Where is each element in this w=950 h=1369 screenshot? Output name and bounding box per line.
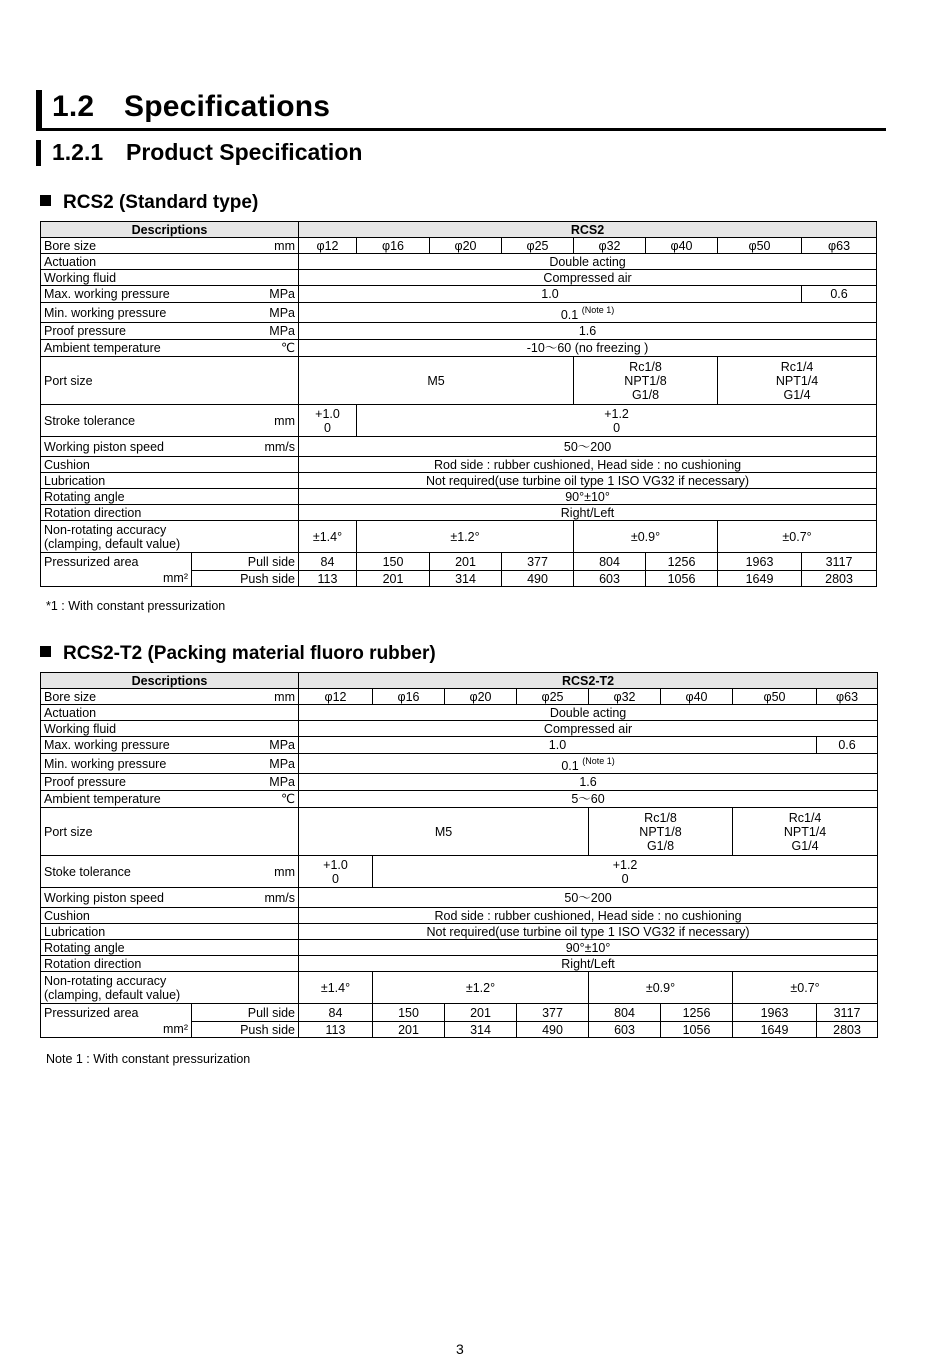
rotation-direction-label (41, 956, 299, 972)
working-fluid-row (41, 270, 877, 286)
accuracy-value: ±0.7° (733, 972, 878, 1004)
header-row (41, 222, 877, 238)
pull-side-value: 84 (299, 1004, 373, 1022)
rotating-angle-row (41, 489, 877, 505)
row-label: Working fluid (44, 721, 117, 736)
push-side-value: 1056 (646, 571, 718, 587)
non-rotating-accuracy-row (41, 972, 878, 1004)
proof-pressure-label (41, 323, 299, 340)
bore-size-value: φ63 (802, 238, 877, 254)
cushion-label (41, 457, 299, 473)
max-pressure-value: 1.0 (299, 737, 817, 754)
row-label: Proof pressure (44, 324, 126, 338)
port-g: G1/8 (631, 387, 660, 402)
accuracy-value: ±1.4° (299, 521, 357, 553)
heading-specifications (36, 88, 886, 131)
pull-side-label: Pull side (192, 553, 299, 571)
row-label-sub: (clamping, default value) (44, 536, 181, 551)
accuracy-value: ±0.7° (718, 521, 877, 553)
row-label: Ambient temperature (44, 341, 161, 355)
pull-side-value: 1963 (733, 1004, 817, 1022)
pull-side-label: Pull side (192, 1004, 299, 1022)
note-reference: (Note 1) (581, 305, 615, 315)
ambient-temperature-label (41, 791, 299, 808)
accuracy-value: ±0.9° (589, 972, 733, 1004)
rotating-angle-label (41, 940, 299, 956)
push-side-value: 490 (517, 1022, 589, 1038)
pull-side-value: 1963 (718, 553, 802, 571)
row-label: Rotation direction (44, 505, 142, 520)
push-side-value: 2803 (817, 1022, 878, 1038)
area-unit-label (41, 1022, 192, 1038)
cushion-value: Rod side : rubber cushioned, Head side : no cushioning (299, 457, 877, 473)
tolerance-lower: 0 (324, 420, 331, 435)
row-label: Cushion (44, 457, 90, 472)
port-size-m5: M5 (299, 357, 574, 405)
section-title: RCS2 (Standard type) (40, 192, 258, 214)
header-row (41, 673, 878, 689)
row-label-sub: (clamping, default value) (44, 987, 181, 1002)
min-pressure-value (299, 754, 878, 774)
proof-pressure-row (41, 774, 878, 791)
push-side-value: 314 (430, 571, 502, 587)
port-rc: Rc1/4 (788, 810, 822, 825)
push-side-value: 2803 (802, 571, 877, 587)
row-label: Stroke tolerance (44, 413, 136, 428)
pull-side-value: 3117 (817, 1004, 878, 1022)
port-size-1-4 (733, 808, 878, 856)
area-unit-label (41, 571, 192, 587)
tolerance-upper: +1.0 (315, 406, 340, 421)
lubrication-row (41, 473, 877, 489)
port-size-label (41, 357, 299, 405)
subheading-number: 1.2.1 (52, 139, 104, 165)
stroke-tolerance-small (299, 405, 357, 437)
lubrication-label (41, 473, 299, 489)
stroke-tolerance-label (41, 856, 299, 888)
unit-label: mm/s (264, 439, 295, 454)
actuation-value: Double acting (299, 705, 878, 721)
unit-label: ℃ (280, 792, 295, 806)
square-bullet-icon (40, 646, 51, 657)
push-side-label: Push side (192, 571, 299, 587)
accuracy-value: ±0.9° (574, 521, 718, 553)
max-pressure-label (41, 737, 299, 754)
tolerance-upper: +1.0 (323, 857, 348, 872)
spec-table-rcs2 (40, 221, 877, 587)
unit-label: mm (274, 413, 295, 428)
bore-size-value: φ12 (299, 238, 357, 254)
port-size-1-8 (589, 808, 733, 856)
area-unit: mm² (163, 1022, 188, 1037)
proof-pressure-value: 1.6 (299, 774, 878, 791)
pull-side-value: 377 (517, 1004, 589, 1022)
lubrication-label (41, 924, 299, 940)
pull-side-value: 150 (373, 1004, 445, 1022)
port-rc: Rc1/8 (629, 359, 662, 374)
bore-size-value: φ16 (357, 238, 430, 254)
unit-label: MPa (269, 756, 295, 771)
port-rc: Rc1/4 (780, 359, 814, 374)
row-label: Ambient temperature (44, 792, 161, 806)
bore-size-value: φ20 (430, 238, 502, 254)
push-side-value: 490 (502, 571, 574, 587)
pull-side-value: 804 (589, 1004, 661, 1022)
pull-side-value: 150 (357, 553, 430, 571)
header-model: RCS2 (299, 222, 877, 238)
port-npt: NPT1/4 (775, 373, 819, 388)
stroke-tolerance-large (373, 856, 878, 888)
cushion-value: Rod side : rubber cushioned, Head side : no cushioning (299, 908, 878, 924)
tolerance-lower: 0 (332, 871, 339, 886)
square-bullet-icon (40, 195, 51, 206)
unit-label: MPa (269, 305, 295, 320)
min-pressure-row (41, 303, 877, 323)
row-label: Working piston speed (44, 890, 164, 905)
bore-size-value: φ32 (589, 689, 661, 705)
ambient-temperature-value: -10～60 (no freezing ) (299, 340, 877, 357)
stroke-tolerance-label (41, 405, 299, 437)
proof-pressure-value: 1.6 (299, 323, 877, 340)
subheading-title: Product Specification (126, 139, 363, 165)
bore-size-value: φ16 (373, 689, 445, 705)
pressurized-area-label: Pressurized area (41, 553, 192, 571)
subheading-bar (36, 140, 41, 166)
bore-size-value: φ20 (445, 689, 517, 705)
port-size-row (41, 808, 878, 856)
working-fluid-value: Compressed air (299, 721, 878, 737)
port-g: G1/4 (791, 838, 819, 853)
min-pressure-label (41, 303, 299, 323)
unit-label: MPa (269, 287, 295, 301)
max-pressure-row (41, 737, 878, 754)
port-g: G1/4 (783, 387, 811, 402)
push-side-value: 1056 (661, 1022, 733, 1038)
piston-speed-row (41, 437, 877, 457)
max-pressure-value-63: 0.6 (802, 286, 877, 303)
row-label: Actuation (44, 705, 97, 720)
piston-speed-label (41, 437, 299, 457)
row-label: Min. working pressure (44, 305, 167, 320)
pull-side-value: 201 (430, 553, 502, 571)
non-rotating-accuracy-label (41, 972, 299, 1004)
row-label: Non-rotating accuracy (44, 973, 167, 988)
port-rc: Rc1/8 (644, 810, 677, 825)
push-side-label: Push side (192, 1022, 299, 1038)
rotation-direction-value: Right/Left (299, 956, 878, 972)
bore-size-label (41, 238, 299, 254)
cushion-row (41, 457, 877, 473)
bore-size-label (41, 689, 299, 705)
area-unit: mm² (163, 571, 188, 586)
rotation-direction-label (41, 505, 299, 521)
bore-size-row (41, 689, 878, 705)
cushion-row (41, 908, 878, 924)
rotation-direction-row (41, 505, 877, 521)
header-descriptions: Descriptions (41, 222, 299, 238)
row-label: Min. working pressure (44, 756, 167, 771)
port-npt: NPT1/4 (783, 824, 827, 839)
pull-side-value: 804 (574, 553, 646, 571)
push-side-value: 1649 (718, 571, 802, 587)
row-label: Rotation direction (44, 956, 142, 971)
port-size-label (41, 808, 299, 856)
actuation-row (41, 705, 878, 721)
rotating-angle-value: 90°±10° (299, 940, 878, 956)
bore-size-value: φ63 (817, 689, 878, 705)
bore-size-value: φ40 (661, 689, 733, 705)
port-size-row (41, 357, 877, 405)
accuracy-value: ±1.4° (299, 972, 373, 1004)
lubrication-value: Not required(use turbine oil type 1 ISO VG32 if necessary) (299, 924, 878, 940)
note-reference: (Note 1) (582, 756, 615, 766)
stroke-tolerance-row (41, 856, 878, 888)
ambient-temperature-row (41, 791, 878, 808)
push-side-value: 603 (574, 571, 646, 587)
heading-bar (36, 90, 42, 128)
header-model: RCS2-T2 (299, 673, 878, 689)
tolerance-lower: 0 (621, 871, 629, 886)
row-label: Max. working pressure (44, 287, 170, 301)
tolerance-lower: 0 (613, 420, 621, 435)
ambient-temperature-label (41, 340, 299, 357)
push-side-value: 113 (299, 571, 357, 587)
piston-speed-value: 50～200 (299, 437, 877, 457)
unit-label: ℃ (280, 341, 295, 355)
unit-label: mm (274, 238, 295, 253)
unit-label: mm (274, 864, 295, 879)
piston-speed-label (41, 888, 299, 908)
stroke-tolerance-row (41, 405, 877, 437)
actuation-label (41, 705, 299, 721)
max-pressure-label (41, 286, 299, 303)
spec-table-rcs2-t2 (40, 672, 878, 1038)
bore-size-value: φ12 (299, 689, 373, 705)
port-npt: NPT1/8 (624, 373, 667, 388)
accuracy-value: ±1.2° (373, 972, 589, 1004)
actuation-label (41, 254, 299, 270)
working-fluid-label (41, 270, 299, 286)
bore-size-value: φ25 (502, 238, 574, 254)
push-side-row (41, 571, 877, 587)
rotation-direction-value: Right/Left (299, 505, 877, 521)
push-side-value: 201 (357, 571, 430, 587)
unit-label: MPa (269, 324, 295, 338)
unit-label: MPa (269, 775, 295, 789)
section-title: RCS2-T2 (Packing material fluoro rubber) (40, 643, 436, 665)
push-side-value: 314 (445, 1022, 517, 1038)
row-label: Bore size (44, 238, 97, 253)
bore-size-value: φ50 (718, 238, 802, 254)
proof-pressure-label (41, 774, 299, 791)
push-side-value: 603 (589, 1022, 661, 1038)
pull-side-row (41, 1004, 878, 1022)
row-label: Non-rotating accuracy (44, 522, 167, 537)
row-label: Actuation (44, 254, 97, 269)
rotating-angle-row (41, 940, 878, 956)
non-rotating-accuracy-row (41, 521, 877, 553)
min-pressure-number: 0.1 (560, 308, 579, 322)
row-label: Stoke tolerance (44, 864, 131, 879)
max-pressure-row (41, 286, 877, 303)
port-size-1-8 (574, 357, 718, 405)
row-label: Lubrication (44, 473, 106, 488)
unit-label: mm (274, 689, 295, 704)
port-size-1-4 (718, 357, 877, 405)
stroke-tolerance-small (299, 856, 373, 888)
row-label: Working fluid (44, 270, 117, 285)
lubrication-row (41, 924, 878, 940)
row-label: Proof pressure (44, 775, 126, 789)
port-size-m5: M5 (299, 808, 589, 856)
row-label: Rotating angle (44, 940, 125, 955)
pressurized-area-label: Pressurized area (41, 1004, 192, 1022)
heading-title: Specifications (124, 90, 331, 123)
header-descriptions: Descriptions (41, 673, 299, 689)
bore-size-row (41, 238, 877, 254)
ambient-temperature-row (41, 340, 877, 357)
min-pressure-row (41, 754, 878, 774)
actuation-value: Double acting (299, 254, 877, 270)
row-label: Bore size (44, 689, 97, 704)
working-fluid-value: Compressed air (299, 270, 877, 286)
actuation-row (41, 254, 877, 270)
unit-label: mm/s (264, 890, 295, 905)
max-pressure-value: 1.0 (299, 286, 802, 303)
rotating-angle-value: 90°±10° (299, 489, 877, 505)
pull-side-value: 377 (502, 553, 574, 571)
lubrication-value: Not required(use turbine oil type 1 ISO VG32 if necessary) (299, 473, 877, 489)
stroke-tolerance-large (357, 405, 877, 437)
ambient-temperature-value: 5～60 (299, 791, 878, 808)
piston-speed-value: 50～200 (299, 888, 878, 908)
tolerance-upper: +1.2 (604, 406, 629, 421)
accuracy-value: ±1.2° (357, 521, 574, 553)
row-label: Lubrication (44, 924, 106, 939)
row-label: Max. working pressure (44, 738, 170, 752)
max-pressure-value-63: 0.6 (817, 737, 878, 754)
port-npt: NPT1/8 (639, 824, 682, 839)
non-rotating-accuracy-label (41, 521, 299, 553)
pull-side-value: 3117 (802, 553, 877, 571)
row-label: Rotating angle (44, 489, 125, 504)
pull-side-value: 201 (445, 1004, 517, 1022)
row-label: Working piston speed (44, 439, 164, 454)
bore-size-value: φ25 (517, 689, 589, 705)
heading-number: 1.2 (52, 90, 95, 123)
row-label: Port size (44, 824, 93, 839)
push-side-value: 1649 (733, 1022, 817, 1038)
unit-label: MPa (269, 738, 295, 752)
rotating-angle-label (41, 489, 299, 505)
pull-side-value: 1256 (646, 553, 718, 571)
row-label: Cushion (44, 908, 90, 923)
min-pressure-value (299, 303, 877, 323)
footnote: Note 1 : With constant pressurization (46, 1052, 251, 1066)
bore-size-value: φ32 (574, 238, 646, 254)
tolerance-upper: +1.2 (612, 857, 638, 872)
bore-size-value: φ50 (733, 689, 817, 705)
pull-side-value: 84 (299, 553, 357, 571)
cushion-label (41, 908, 299, 924)
push-side-value: 113 (299, 1022, 373, 1038)
footnote: *1 : With constant pressurization (46, 599, 226, 613)
rotation-direction-row (41, 956, 878, 972)
proof-pressure-row (41, 323, 877, 340)
port-g: G1/8 (646, 838, 675, 853)
pull-side-row (41, 553, 877, 571)
min-pressure-label (41, 754, 299, 774)
push-side-row (41, 1022, 878, 1038)
page-number: 3 (456, 1341, 464, 1357)
pull-side-value: 1256 (661, 1004, 733, 1022)
min-pressure-number: 0.1 (561, 759, 579, 773)
push-side-value: 201 (373, 1022, 445, 1038)
bore-size-value: φ40 (646, 238, 718, 254)
working-fluid-label (41, 721, 299, 737)
piston-speed-row (41, 888, 878, 908)
working-fluid-row (41, 721, 878, 737)
row-label: Port size (44, 373, 93, 388)
